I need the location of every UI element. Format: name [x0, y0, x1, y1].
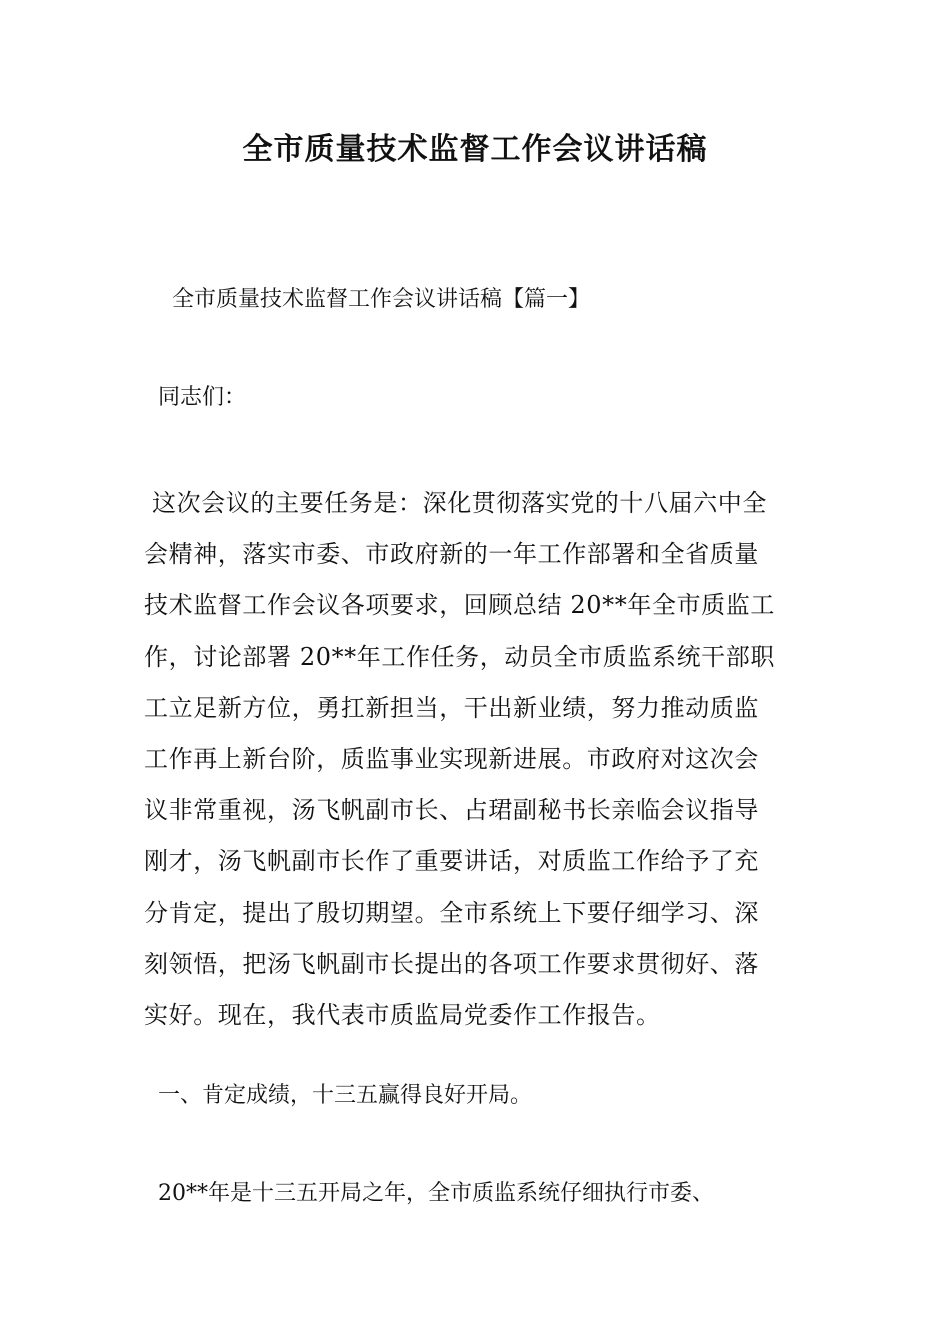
paragraph-line: 会精神，落实市委、市政府新的一年工作部署和全省质量	[144, 540, 759, 569]
paragraph-line: 作，讨论部署 20**年工作任务，动员全市质监系统干部职	[144, 642, 775, 671]
greeting-line: 同志们：	[158, 385, 247, 410]
paragraph-line: 工立足新方位，勇扛新担当，干出新业绩，努力推动质监	[144, 693, 759, 722]
paragraph-line: 这次会议的主要任务是：深化贯彻落实党的十八届六中全	[152, 489, 767, 517]
document-subtitle: 全市质量技术监督工作会议讲话稿【篇一】	[172, 287, 591, 312]
paragraph-line: 议非常重视，汤飞帆副市长、占珺副秘书长亲临会议指导	[144, 796, 759, 825]
paragraph-line: 分肯定，提出了殷切期望。全市系统上下要仔细学习、深	[144, 898, 759, 927]
intro-paragraph	[144, 478, 806, 1041]
paragraph-line: 技术监督工作会议各项要求，回顾总结 20**年全市质监工	[144, 591, 775, 620]
document-title: 全市质量技术监督工作会议讲话稿	[242, 132, 708, 167]
paragraph-line: 工作再上新台阶，质监事业实现新进展。市政府对这次会	[144, 745, 759, 774]
next-paragraph-start: 20**年是十三五开局之年，全市质监系统仔细执行市委、	[158, 1181, 714, 1206]
section-heading: 一、肯定成绩，十三五赢得良好开局。	[158, 1083, 533, 1108]
paragraph-line: 刻领悟，把汤飞帆副市长提出的各项工作要求贯彻好、落	[144, 949, 759, 978]
paragraph-line: 刚才，汤飞帆副市长作了重要讲话，对质监工作给予了充	[144, 847, 759, 876]
paragraph-line: 实好。现在，我代表市质监局党委作工作报告。	[144, 1001, 661, 1030]
